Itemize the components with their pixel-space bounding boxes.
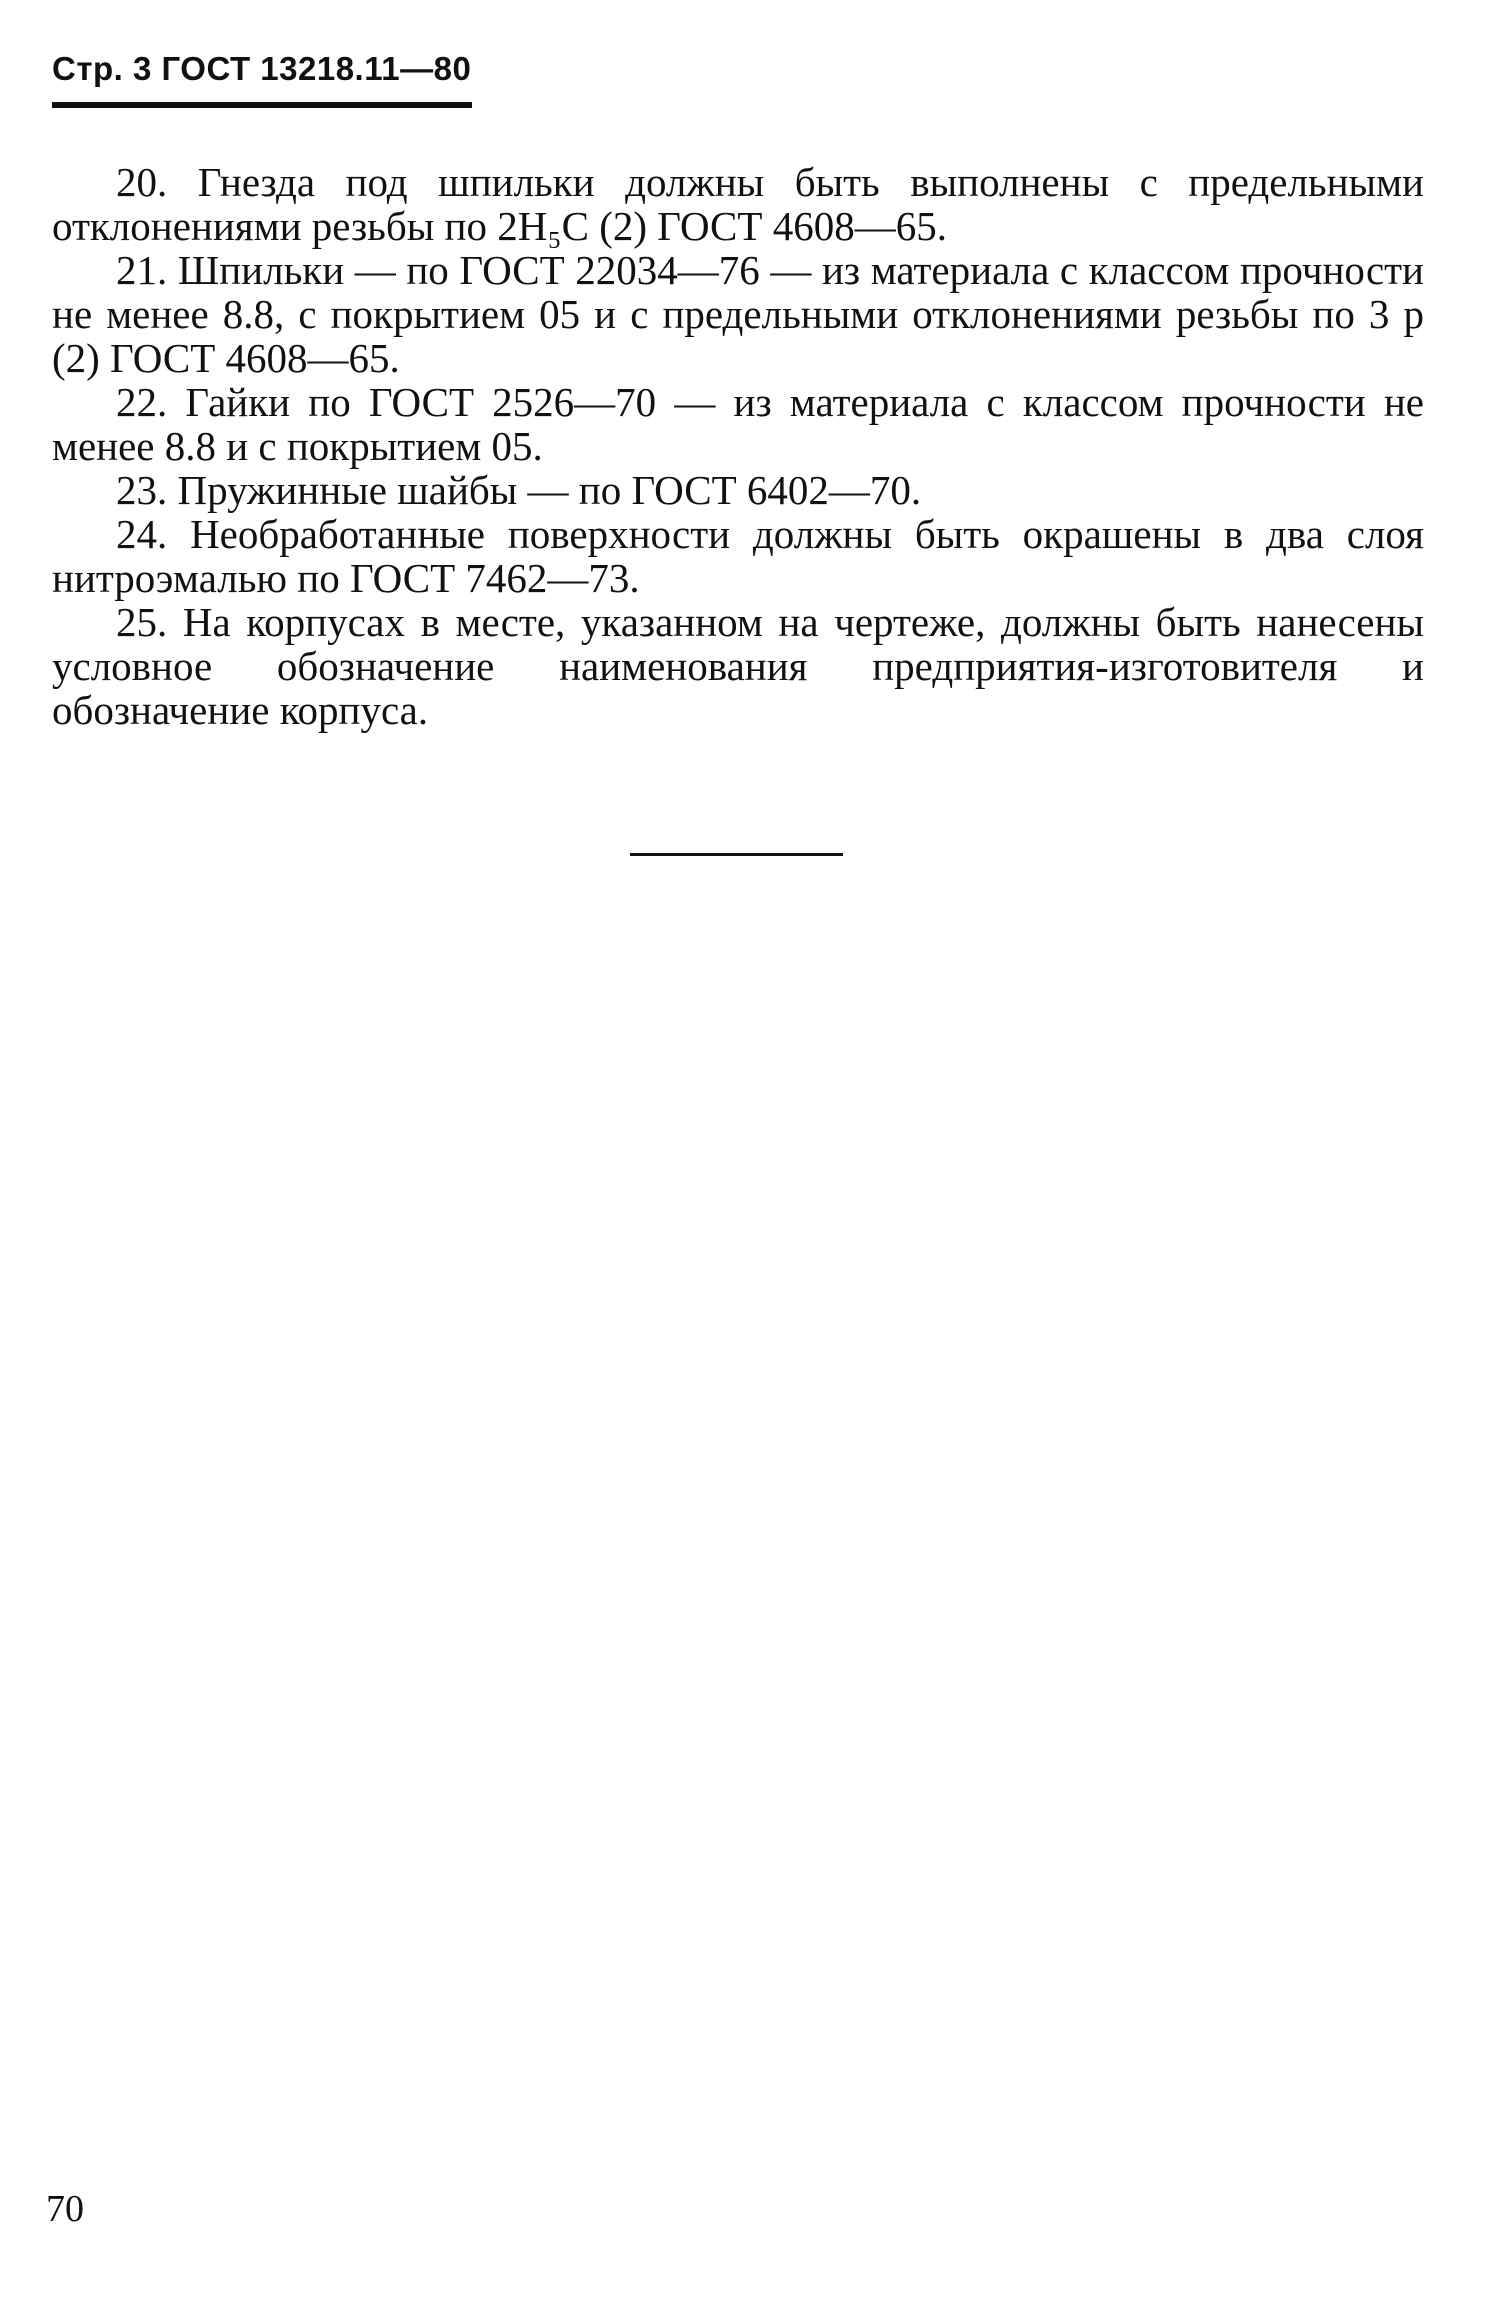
- page-number: 70: [46, 2188, 84, 2230]
- paragraph-24: 24. Необработанные поверхности должны быть окрашены в два слоя нитроэмалью по ГОСТ 7462—73.: [52, 511, 1424, 601]
- paragraph-21: 21. Шпильки — по ГОСТ 22034—76 — из материала с классом прочности не менее 8.8, с покрытием 05 и с предельными отклонениями резьбы по 3 p (2) ГОСТ 4608—65.: [52, 247, 1424, 381]
- paragraph-22: 22. Гайки по ГОСТ 2526—70 — из материала с классом прочности не менее 8.8 и с покрытием 05.: [52, 379, 1424, 469]
- paragraph-20: 20. Гнезда под шпильки должны быть выполнены с предельными отклонениями резьбы по 2H₅C (2) ГОСТ 4608—65.: [52, 159, 1424, 249]
- document-body: [52, 160, 1424, 732]
- paragraph-25: 25. На корпусах в месте, указанном на чертеже, должны быть нанесены условное обозначение наименования предприятия-изготовителя и обозначение корпуса.: [52, 599, 1424, 733]
- header-rule: [52, 102, 472, 108]
- section-end-rule: [630, 853, 843, 856]
- paragraph-23: 23. Пружинные шайбы — по ГОСТ 6402—70.: [116, 467, 922, 513]
- page-header: Стр. 3 ГОСТ 13218.11—80: [52, 50, 472, 87]
